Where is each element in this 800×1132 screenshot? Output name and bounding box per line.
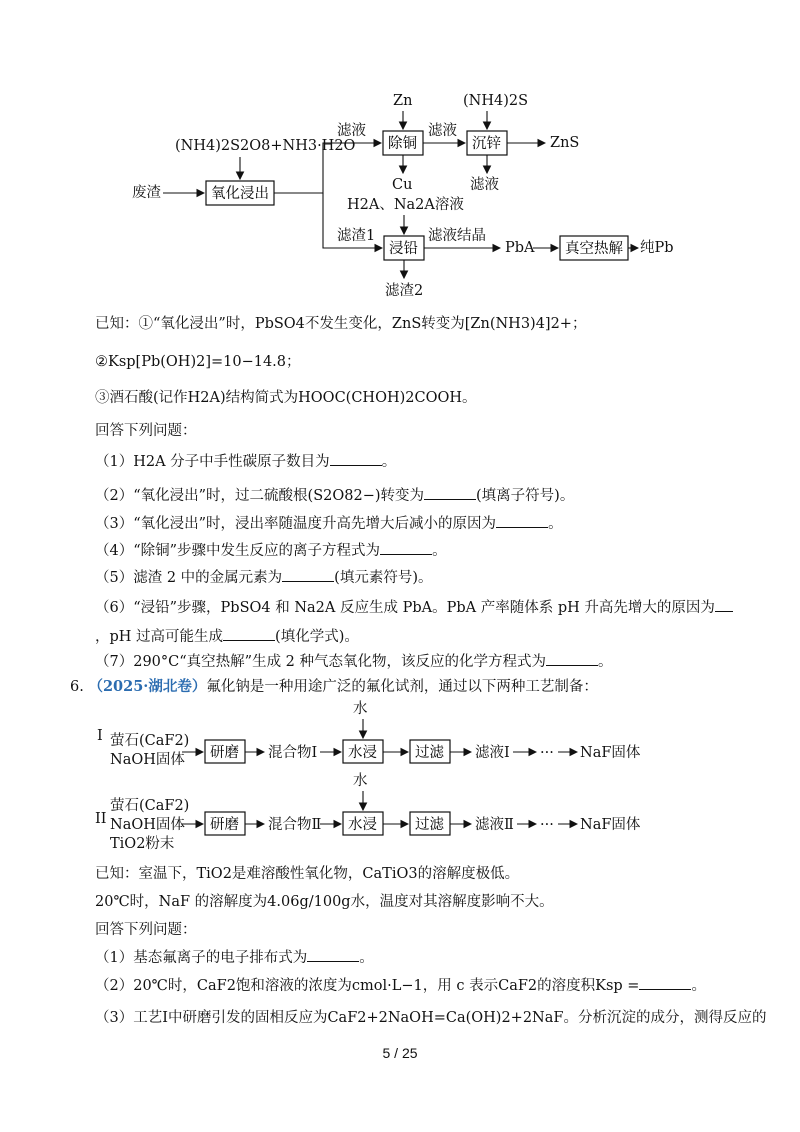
route1-grind: 研磨	[210, 745, 239, 761]
route2-soak: 水浸	[348, 817, 377, 833]
route2-dots: ···	[540, 817, 554, 833]
route2-filter: 过滤	[415, 817, 444, 833]
nh4s-label: (NH4)2S	[463, 93, 529, 109]
box-oxidize: 氧化浸出	[211, 186, 269, 202]
route2-input-2: NaOH固体	[110, 817, 185, 833]
route2-input-1: 萤石(CaF2)	[110, 798, 190, 814]
route1-filter: 过滤	[415, 745, 444, 761]
known-2: ②Ksp[Pb(OH)2]=10−14.8；	[95, 354, 301, 370]
box-zinc: 沉锌	[472, 136, 501, 152]
flowchart-lead-zinc	[0, 85, 800, 310]
route1-label: I	[97, 728, 103, 744]
known-1: 已知：①“氧化浸出”时，PbSO4不发生变化，ZnS转变为[Zn(NH3)4]2+；	[95, 316, 587, 332]
known6-1: 已知：室温下，TiO2是难溶酸性氧化物，CaTiO3的溶解度极低。	[95, 866, 520, 882]
route1-water: 水	[353, 701, 368, 717]
box-vacuum: 真空热解	[565, 241, 623, 257]
q5-4: （4）“除铜”步骤中发生反应的离子方程式为 。	[95, 540, 447, 561]
box-lead: 浸铅	[389, 241, 418, 257]
filtrate-label-3: 滤液	[470, 177, 499, 193]
filtrate-label-1: 滤液	[337, 123, 366, 139]
q5-7: （7）290°C“真空热解”生成 2 种气态氧化物，该反应的化学方程式为 。	[95, 651, 613, 672]
known-3: ③酒石酸(记作H2A)结构简式为HOOC(CHOH)2COOH。	[95, 390, 477, 406]
route2-grind: 研磨	[210, 817, 239, 833]
zns-label: ZnS	[550, 135, 580, 151]
pure-pb-label: 纯Pb	[640, 240, 674, 256]
route2-filtrate: 滤液Ⅱ	[475, 817, 514, 833]
known6-2: 20℃时，NaF 的溶解度为4.06g/100g水，温度对其溶解度影响不大。	[95, 894, 554, 910]
pba-label: PbA	[505, 240, 535, 256]
questions-intro: 回答下列问题：	[95, 423, 197, 439]
route2-water: 水	[353, 773, 368, 789]
q5-2: （2）“氧化浸出”时，过二硫酸根(S2O82−)转变为 (填离子符号)。	[95, 485, 574, 506]
q6-2: （2）20℃时，CaF2饱和溶液的浓度为cmol·L−1，用 c 表示CaF2的溶度积Ksp = 。	[95, 975, 706, 996]
q5-3: （3）“氧化浸出”时，浸出率随温度升高先增大后减小的原因为 。	[95, 513, 563, 534]
residue2-label: 滤渣2	[385, 283, 424, 299]
route1-input-1: 萤石(CaF2)	[110, 733, 190, 749]
cu-label: Cu	[392, 177, 413, 193]
box-decopper: 除铜	[388, 136, 417, 152]
route2-label: II	[95, 811, 107, 827]
zn-label: Zn	[393, 93, 413, 109]
route1-input-2: NaOH固体	[110, 752, 185, 768]
route2-input-3: TiO2粉末	[110, 836, 175, 852]
reagent-oxidize: (NH4)2S2O8+NH3·H2O	[175, 138, 356, 154]
q5-5: （5）滤渣 2 中的金属元素为 (填元素符号)。	[95, 567, 433, 588]
q5-6b: ，pH 过高可能生成 (填化学式)。	[95, 626, 359, 647]
route1-soak: 水浸	[348, 745, 377, 761]
problem6-stem: 6. （2025·湖北卷）氟化钠是一种用途广泛的氟化试剂，通过以下两种工艺制备：	[70, 678, 598, 695]
q5-6a: （6）“浸铅”步骤，PbSO4 和 Na2A 反应生成 PbA。PbA 产率随体系 pH 升高先增大的原因为	[95, 597, 733, 618]
route1-dots: ···	[540, 745, 554, 761]
residue1-label: 滤渣1	[337, 228, 376, 244]
route2-product: NaF固体	[580, 817, 641, 833]
page-number: 5 / 25	[382, 1045, 418, 1061]
route1-mix: 混合物Ⅰ	[268, 745, 318, 761]
filtrate-label-2: 滤液	[428, 123, 457, 139]
route1-filtrate: 滤液Ⅰ	[475, 745, 510, 761]
flowchart-naf	[0, 695, 800, 865]
q5-1: （1）H2A 分子中手性碳原子数目为 。	[95, 451, 396, 472]
q6-intro: 回答下列问题：	[95, 922, 197, 938]
crystal-label: 滤液结晶	[428, 228, 486, 244]
q6-1: （1）基态氟离子的电子排布式为 。	[95, 947, 374, 968]
feed-label: 废渣	[132, 185, 161, 201]
route2-mix: 混合物Ⅱ	[268, 817, 322, 833]
leach-reagent-label: H2A、Na2A溶液	[347, 197, 464, 213]
route1-product: NaF固体	[580, 745, 641, 761]
q6-3: （3）工艺Ⅰ中研磨引发的固相反应为CaF2+2NaOH=Ca(OH)2+2NaF。分析沉淀的成分，测得反应的	[95, 1010, 767, 1026]
